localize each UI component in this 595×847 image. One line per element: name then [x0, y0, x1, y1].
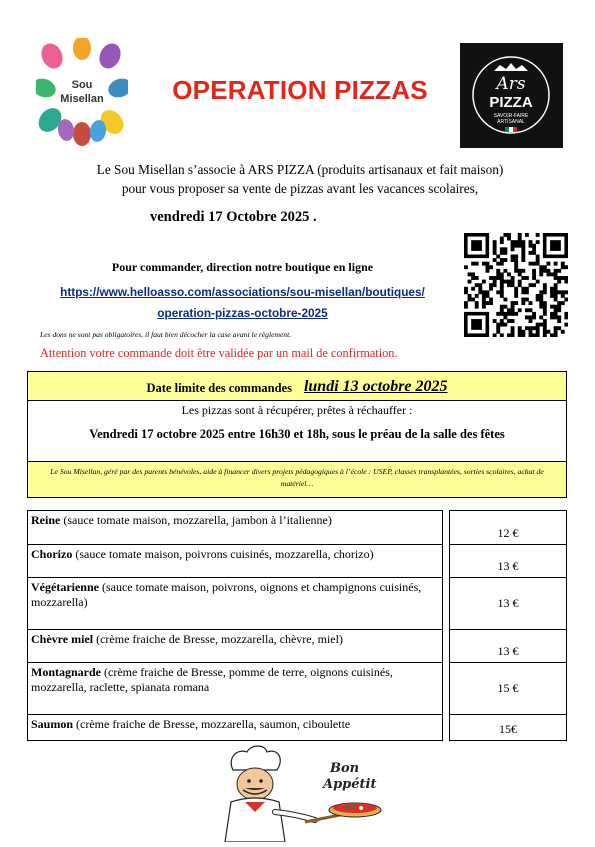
deadline-label: Date limite des commandes	[146, 381, 292, 395]
menu-item-cell	[28, 663, 443, 715]
crown-icon	[494, 63, 528, 71]
menu-item-cell	[28, 511, 443, 545]
pizza-price: 15 €	[450, 663, 567, 715]
svg-text:Ars: Ars	[496, 74, 526, 94]
donation-note: Les dons ne sont pas obligatoires, il faut bien décocher la case avant le règlement.	[40, 330, 292, 339]
deadline-header	[28, 372, 566, 401]
pizza-description: (sauce tomate maison, poivrons, oignons et champignons cuisinés, mozzarella)	[31, 580, 422, 609]
menu-item-cell	[28, 545, 443, 578]
menu-row	[28, 545, 567, 578]
confirmation-warning: Attention votre commande doit être validée par un mail de confirmation.	[40, 346, 398, 360]
page-title: OPERATION PIZZAS	[172, 75, 428, 105]
logo-text-sou: Sou	[71, 79, 93, 91]
pizza-description: (crème fraiche de Bresse, mozzarella, chèvre, miel)	[93, 632, 343, 646]
association-note: Le Sou Misellan, géré par des parents bénévoles, aide à financer divers projets pédagogiques à l’école : USEP, classes transplantées, sorties scolaires, achat de matériel…	[28, 461, 566, 497]
menu-row	[28, 715, 567, 741]
pickup-intro: Les pizzas sont à récupérer, prêtes à réchauffer :	[181, 403, 413, 417]
pizza-description: (crème fraiche de Bresse, mozzarella, saumon, ciboulette	[73, 717, 351, 731]
svg-text:SAVOIR-FAIRE: SAVOIR-FAIRE	[493, 113, 529, 119]
pizza-price: 12 €	[450, 511, 567, 545]
bon-text: Bon	[330, 761, 360, 776]
pizza-price: 15€	[450, 715, 567, 741]
intro-line-1: Le Sou Misellan s’associe à ARS PIZZA (produits artisanaux et fait maison)	[96, 162, 504, 177]
order-instructions: Pour commander, direction notre boutique en ligne	[111, 260, 374, 274]
pizza-price: 13 €	[450, 630, 567, 663]
pizza-menu-table	[27, 510, 567, 741]
pizza-price: 13 €	[450, 545, 567, 578]
menu-row	[28, 630, 567, 663]
pizza-description: (sauce tomate maison, poivrons cuisinés, mozzarella, chorizo)	[72, 547, 374, 561]
pizza-description: (crème fraiche de Bresse, pomme de terre, oignons cuisinés, mozzarella, raclette, spianata romana	[31, 665, 393, 694]
chef-illustration	[205, 742, 385, 842]
sou-misellan-logo	[36, 38, 128, 148]
svg-text:PIZZA: PIZZA	[489, 94, 533, 111]
logo-text-misellan: Misellan	[60, 93, 104, 105]
chef-hat-icon	[231, 746, 280, 770]
shop-link-line-2[interactable]: operation-pizzas-octobre-2025	[157, 306, 328, 320]
pizza-name: Saumon	[31, 717, 74, 731]
pizza-description: (sauce tomate maison, mozzarella, jambon à l’italienne)	[60, 513, 332, 527]
svg-text:ARTISANAL: ARTISANAL	[497, 119, 525, 125]
pizza-name: Chorizo	[31, 547, 73, 561]
pizza-name: Reine	[31, 513, 61, 527]
pizza-price: 13 €	[450, 578, 567, 630]
menu-item-cell	[28, 578, 443, 630]
menu-item-cell	[28, 630, 443, 663]
deadline-box	[27, 371, 567, 498]
pickup-details: Vendredi 17 octobre 2025 entre 16h30 et 18h, sous le préau de la salle des fêtes	[89, 427, 505, 441]
sale-date: vendredi 17 Octobre 2025 .	[150, 209, 317, 225]
pizza-name: Montagnarde	[31, 665, 101, 679]
shop-link-line-1[interactable]: https://www.helloasso.com/associations/sou-misellan/boutiques/	[60, 285, 425, 299]
ars-pizza-logo	[460, 43, 563, 148]
menu-row	[28, 511, 567, 545]
qr-code[interactable]	[464, 233, 568, 337]
appetit-text: Appétit	[323, 777, 377, 792]
pizza-name: Chèvre miel	[31, 632, 94, 646]
deadline-date: lundi 13 octobre 2025	[303, 378, 448, 395]
menu-row	[28, 578, 567, 630]
intro-line-2: pour vous proposer sa vente de pizzas avant les vacances scolaires,	[121, 181, 479, 196]
pizza-name: Végétarienne	[31, 580, 99, 594]
menu-row	[28, 663, 567, 715]
menu-item-cell	[28, 715, 443, 741]
